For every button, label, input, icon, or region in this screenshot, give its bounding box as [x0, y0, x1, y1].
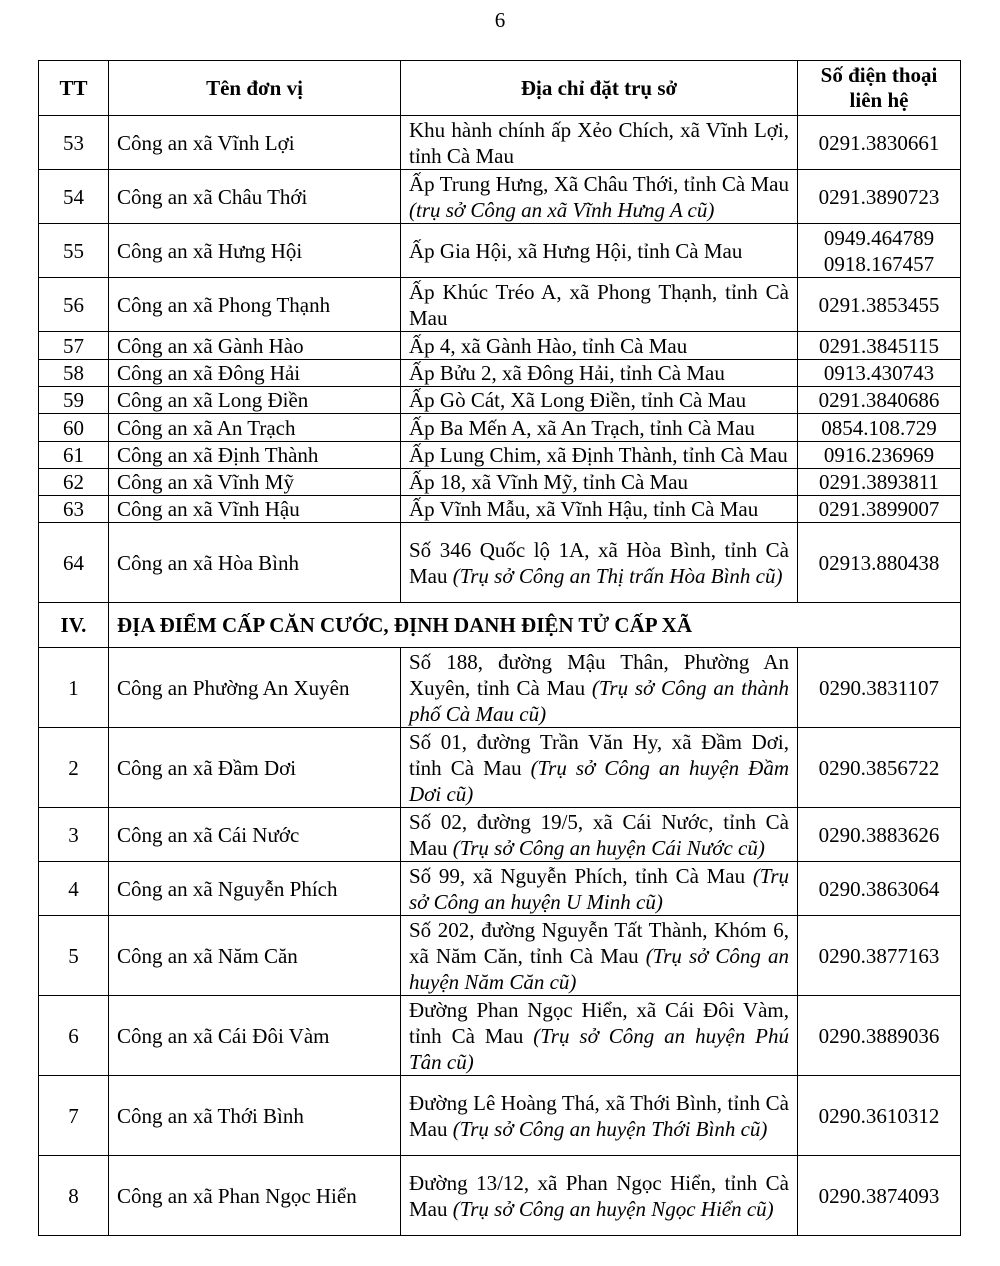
phone-number: 0291.3893811: [819, 470, 939, 494]
address-cell: [401, 414, 798, 442]
address-cell: [401, 728, 798, 808]
address-cell: [401, 170, 798, 224]
phone-number: 02913.880438: [818, 550, 940, 575]
phone-number: 0290.3883626: [818, 822, 940, 847]
address-cell: [401, 648, 798, 728]
address-note: (Trụ sở Công an huyện U Minh cũ): [409, 863, 789, 914]
address-cell: [401, 862, 798, 916]
table-row: [39, 442, 961, 469]
phone-number: 0290.3831107: [819, 675, 939, 700]
address-text: Khu hành chính ấp Xẻo Chích, xã Vĩnh Lợi, tỉnh Cà Mau: [409, 117, 789, 168]
address-cell: [401, 278, 798, 332]
address-cell: [401, 469, 798, 496]
page-number: 6: [494, 8, 506, 32]
unit-name: Công an xã Vĩnh Lợi: [109, 116, 401, 170]
table-row: [39, 469, 961, 496]
phone-cell: [798, 808, 961, 862]
address-note: (Trụ sở Công an huyện Cái Nước cũ): [452, 835, 765, 860]
table-row: [39, 1156, 961, 1236]
row-number: 2: [39, 728, 109, 808]
row-number: 58: [39, 360, 109, 387]
phone-number: 0291.3899007: [818, 497, 940, 521]
row-number: 56: [39, 278, 109, 332]
phone-number: 0290.3889036: [818, 1023, 940, 1048]
row-number: 62: [39, 469, 109, 496]
address-note: (Trụ sở Công an huyện Phú Tân cũ): [409, 1023, 789, 1074]
phone-cell: [798, 862, 961, 916]
table-row: [39, 862, 961, 916]
phone-number: 0913.430743: [823, 361, 935, 385]
unit-name: Công an Phường An Xuyên: [109, 648, 401, 728]
phone-number: 0291.3830661: [818, 130, 940, 155]
address-text: Số 01, đường Trần Văn Hy, xã Đầm Dơi, tỉnh Cà Mau: [409, 729, 789, 780]
phone-number: 0290.3610312: [818, 1103, 940, 1128]
address-note: (Trụ sở Công an huyện Đầm Dơi cũ): [409, 755, 790, 806]
table-row: [39, 116, 961, 170]
address-cell: [401, 808, 798, 862]
phone-cell: [798, 170, 961, 224]
address-note: (trụ sở Công an xã Vĩnh Hưng A cũ): [409, 197, 715, 222]
phone-number: 0291.3840686: [818, 388, 940, 412]
unit-name: Công an xã Định Thành: [109, 442, 401, 469]
address-text: Số 99, xã Nguyễn Phích, tỉnh Cà Mau: [409, 863, 753, 888]
phone-cell: [798, 360, 961, 387]
address-text: Ấp Khúc Tréo A, xã Phong Thạnh, tỉnh Cà Mau: [409, 279, 789, 330]
address-text: Ấp Lung Chim, xã Định Thành, tỉnh Cà Mau: [409, 443, 788, 467]
address-cell: [401, 224, 798, 278]
address-note: (Trụ sở Công an huyện Năm Căn cũ): [409, 943, 789, 994]
phone-cell: [798, 1156, 961, 1236]
address-text: Ấp Trung Hưng, Xã Châu Thới, tỉnh Cà Mau: [409, 171, 789, 196]
unit-name: Công an xã Năm Căn: [109, 916, 401, 996]
table-row: [39, 496, 961, 523]
phone-number: 0291.3845115: [819, 333, 939, 358]
address-text: Số 188, đường Mậu Thân, Phường An Xuyên, tỉnh Cà Mau: [409, 649, 789, 700]
phone-number: 0291.3853455: [818, 292, 940, 317]
row-number: 1: [39, 648, 109, 728]
unit-name: Công an xã Phong Thạnh: [109, 278, 401, 332]
phone-number: 0291.3890723: [818, 184, 940, 209]
section-row: [39, 603, 961, 648]
address-note: (Trụ sở Công an Thị trấn Hòa Bình cũ): [452, 563, 783, 588]
phone-cell: [798, 116, 961, 170]
address-cell: [401, 387, 798, 414]
address-text: Số 346 Quốc lộ 1A, xã Hòa Bình, tỉnh Cà Mau: [409, 537, 789, 588]
unit-name: Công an xã Cái Nước: [109, 808, 401, 862]
address-text: Số 202, đường Nguyễn Tất Thành, Khóm 6, xã Năm Căn, tỉnh Cà Mau: [409, 917, 789, 968]
table-row: [39, 414, 961, 442]
table-row: [39, 224, 961, 278]
header-address: Địa chỉ đặt trụ sở: [401, 61, 798, 116]
row-number: 59: [39, 387, 109, 414]
unit-name: Công an xã Vĩnh Mỹ: [109, 469, 401, 496]
table-row: [39, 808, 961, 862]
address-cell: [401, 1156, 798, 1236]
header-tt: TT: [39, 61, 109, 116]
row-number: 6: [39, 996, 109, 1076]
phone-cell: [798, 224, 961, 278]
table-row: [39, 1076, 961, 1156]
table-row: [39, 523, 961, 603]
phone-number: 0290.3863064: [818, 876, 940, 901]
row-number: 63: [39, 496, 109, 523]
address-note: (Trụ sở Công an huyện Thới Bình cũ): [452, 1116, 768, 1141]
row-number: 61: [39, 442, 109, 469]
unit-name: Công an xã Phan Ngọc Hiển: [109, 1156, 401, 1236]
row-number: 54: [39, 170, 109, 224]
phone-cell: [798, 414, 961, 442]
address-cell: [401, 523, 798, 603]
table-row: [39, 278, 961, 332]
phone-cell: [798, 728, 961, 808]
phone-cell: [798, 648, 961, 728]
unit-name: Công an xã Châu Thới: [109, 170, 401, 224]
table-row: [39, 332, 961, 360]
unit-name: Công an xã Long Điền: [109, 387, 401, 414]
address-cell: [401, 442, 798, 469]
row-number: 4: [39, 862, 109, 916]
address-cell: [401, 360, 798, 387]
address-text: Số 02, đường 19/5, xã Cái Nước, tỉnh Cà Mau: [409, 809, 789, 860]
unit-name: Công an xã Gành Hào: [109, 332, 401, 360]
phone-number: 0916.236969: [823, 443, 935, 467]
table-row: [39, 387, 961, 414]
phone-cell: [798, 996, 961, 1076]
phone-cell: [798, 387, 961, 414]
address-note: (Trụ sở Công an thành phố Cà Mau cũ): [409, 675, 789, 726]
phone-cell: [798, 442, 961, 469]
phone-cell: [798, 278, 961, 332]
table-row: [39, 996, 961, 1076]
phone-cell: [798, 469, 961, 496]
row-number: 7: [39, 1076, 109, 1156]
unit-name: Công an xã Vĩnh Hậu: [109, 496, 401, 523]
address-cell: [401, 996, 798, 1076]
table-row: [39, 170, 961, 224]
row-number: 64: [39, 523, 109, 603]
phone-cell: [798, 332, 961, 360]
row-number: 57: [39, 332, 109, 360]
unit-name: Công an xã An Trạch: [109, 414, 401, 442]
phone-cell: [798, 916, 961, 996]
row-number: 53: [39, 116, 109, 170]
address-text: Ấp Gò Cát, Xã Long Điền, tỉnh Cà Mau: [409, 388, 747, 412]
address-note: (Trụ sở Công an huyện Ngọc Hiển cũ): [452, 1196, 774, 1221]
address-text: Ấp Bửu 2, xã Đông Hải, tỉnh Cà Mau: [409, 361, 725, 385]
table-row: [39, 648, 961, 728]
section-title: ĐỊA ĐIỂM CẤP CĂN CƯỚC, ĐỊNH DANH ĐIỆN TỬ CẤP XÃ: [109, 603, 961, 648]
address-text: Ấp Gia Hội, xã Hưng Hội, tỉnh Cà Mau: [409, 238, 743, 263]
row-number: 60: [39, 414, 109, 442]
address-cell: [401, 116, 798, 170]
unit-name: Công an xã Hòa Bình: [109, 523, 401, 603]
address-text: Đường Phan Ngọc Hiển, xã Cái Đôi Vàm, tỉnh Cà Mau: [409, 997, 789, 1048]
phone-number: 0290.3874093: [818, 1183, 940, 1208]
unit-name: Công an xã Cái Đôi Vàm: [109, 996, 401, 1076]
header-unit-name: Tên đơn vị: [109, 61, 401, 116]
section-number: IV.: [39, 603, 109, 648]
address-text: Ấp Vĩnh Mẫu, xã Vĩnh Hậu, tỉnh Cà Mau: [409, 497, 759, 521]
phone-number-2: 0918.167457: [823, 251, 935, 276]
table-row: [39, 728, 961, 808]
unit-name: Công an xã Nguyễn Phích: [109, 862, 401, 916]
address-text: Ấp 4, xã Gành Hào, tỉnh Cà Mau: [409, 333, 688, 358]
phone-number: 0949.464789: [823, 225, 935, 250]
address-cell: [401, 916, 798, 996]
unit-name: Công an xã Đầm Dơi: [109, 728, 401, 808]
address-cell: [401, 332, 798, 360]
address-cell: [401, 496, 798, 523]
phone-number: 0854.108.729: [821, 415, 937, 440]
row-number: 3: [39, 808, 109, 862]
address-cell: [401, 1076, 798, 1156]
phone-cell: [798, 496, 961, 523]
row-number: 8: [39, 1156, 109, 1236]
unit-name: Công an xã Thới Bình: [109, 1076, 401, 1156]
table-header-row: [39, 61, 961, 116]
unit-name: Công an xã Đông Hải: [109, 360, 401, 387]
address-text: Ấp 18, xã Vĩnh Mỹ, tỉnh Cà Mau: [409, 470, 689, 494]
unit-name: Công an xã Hưng Hội: [109, 224, 401, 278]
phone-number: 0290.3856722: [818, 755, 940, 780]
address-text: Ấp Ba Mến A, xã An Trạch, tỉnh Cà Mau: [409, 415, 755, 440]
row-number: 55: [39, 224, 109, 278]
address-text: Đường Lê Hoàng Thá, xã Thới Bình, tỉnh Cà Mau: [409, 1090, 789, 1141]
phone-number: 0290.3877163: [818, 943, 940, 968]
phone-cell: [798, 1076, 961, 1156]
row-number: 5: [39, 916, 109, 996]
police-units-table: [38, 60, 961, 1236]
phone-cell: [798, 523, 961, 603]
table-row: [39, 360, 961, 387]
table-row: [39, 916, 961, 996]
address-text: Đường 13/12, xã Phan Ngọc Hiển, tỉnh Cà Mau: [409, 1170, 789, 1221]
header-phone: Số điện thoại liên hệ: [798, 61, 961, 116]
